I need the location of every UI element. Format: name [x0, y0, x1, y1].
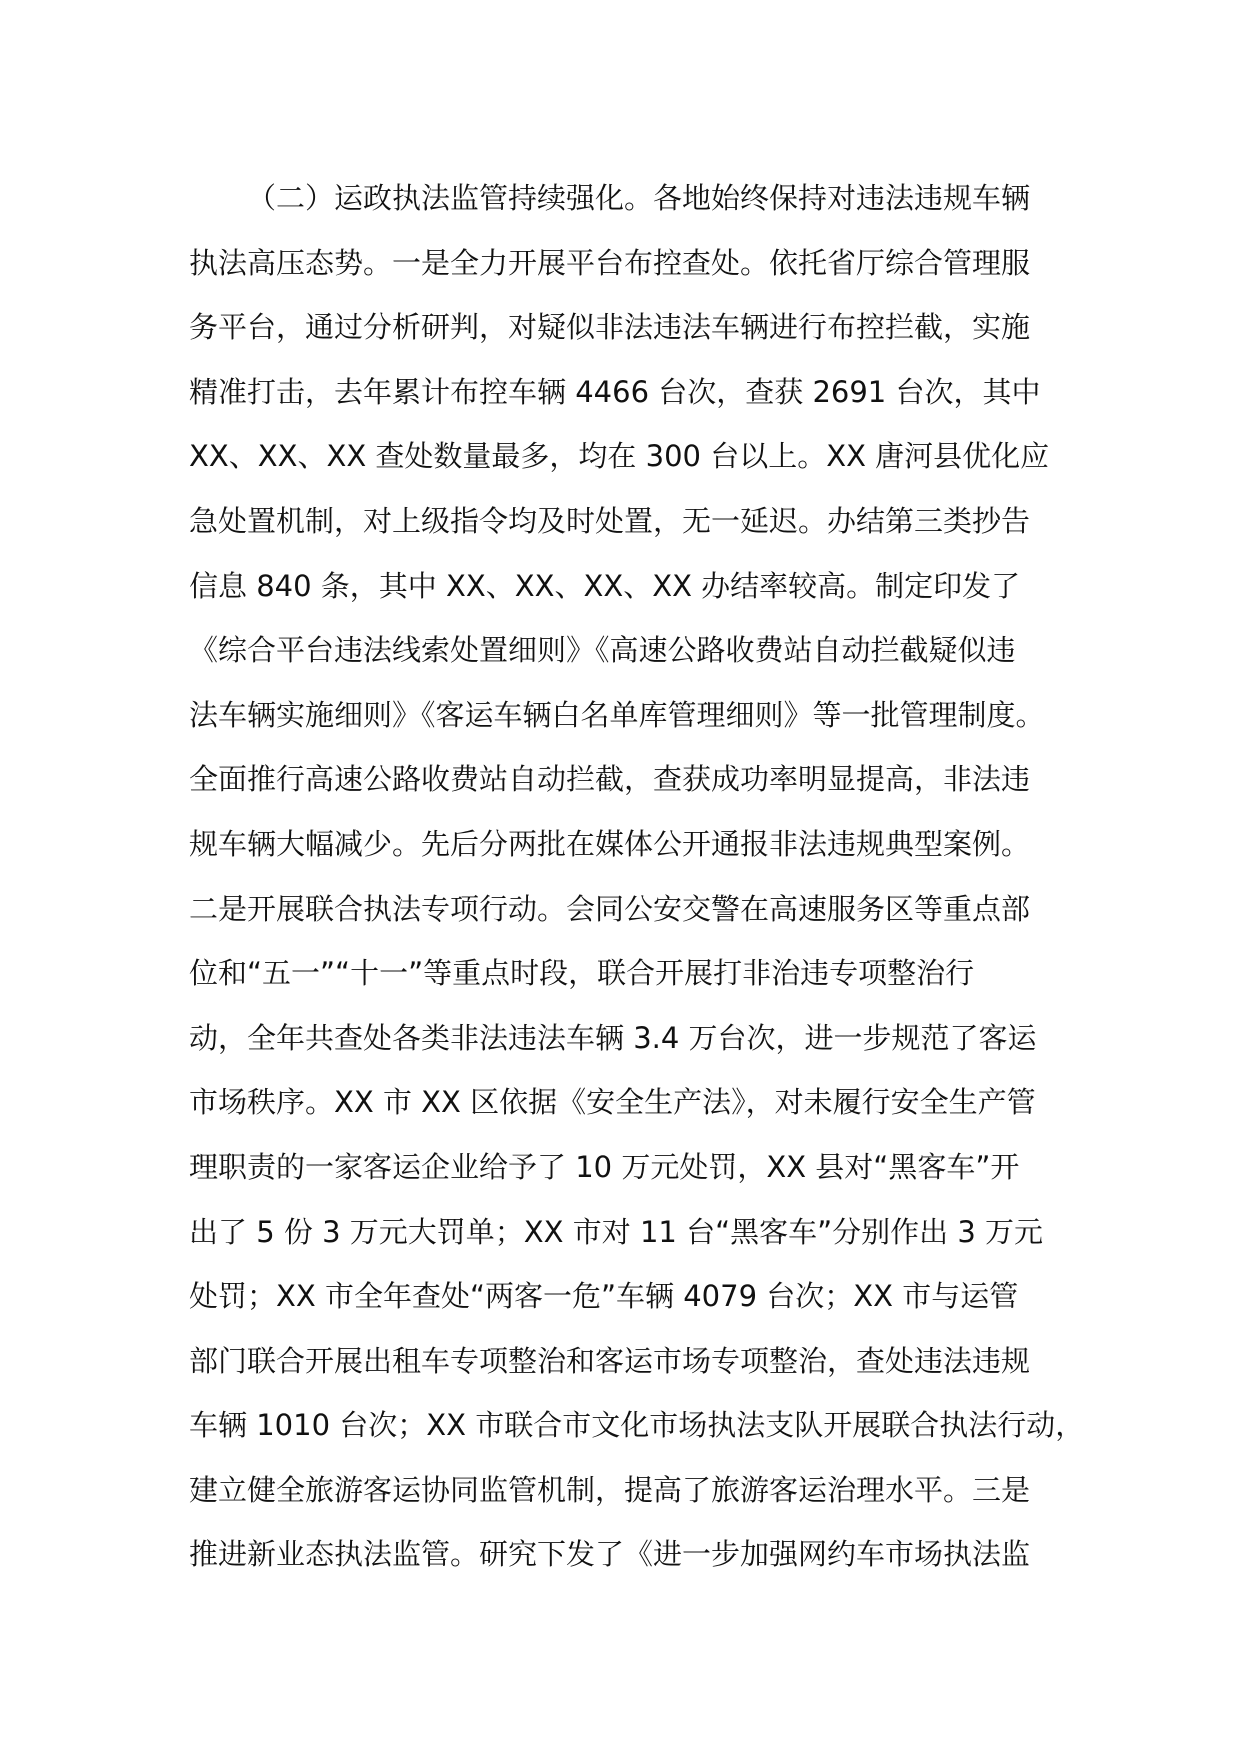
- text-line: 精准打击，去年累计布控车辆 4466 台次，查获 2691 台次，其中: [189, 374, 1041, 409]
- text-line: 处罚；XX 市全年查处“两客一危”车辆 4079 台次；XX 市与运管: [189, 1279, 1019, 1314]
- text-line: 全面推行高速公路收费站自动拦截，查获成功率明显提高，非法违: [189, 762, 1031, 797]
- text-line: 务平台，通过分析研判，对疑似非法违法车辆进行布控拦截，实施: [189, 310, 1031, 345]
- text-line: 《综合平台违法线索处置细则》《高速公路收费站自动拦截疑似违: [189, 633, 1016, 668]
- text-line: 理职责的一家客运企业给予了 10 万元处罚，XX 县对“黑客车”开: [189, 1149, 1020, 1184]
- text-line: 部门联合开展出租车专项整治和客运市场专项整治，查处违法违规: [189, 1343, 1031, 1378]
- text-line: 车辆 1010 台次；XX 市联合市文化市场执法支队开展联合执法行动，: [189, 1408, 1085, 1443]
- text-line: 位和“五一”“十一”等重点时段，联合开展打非治违专项整治行: [189, 956, 975, 991]
- text-line: 法车辆实施细则》《客运车辆白名单库管理细则》等一批管理制度。: [189, 697, 1045, 732]
- text-line: 信息 840 条，其中 XX、XX、XX、XX 办结率较高。制定印发了: [189, 568, 1021, 603]
- text-line: 动，全年共查处各类非法违法车辆 3.4 万台次，进一步规范了客运: [189, 1020, 1037, 1055]
- body-text: [189, 166, 1089, 1587]
- text-line: 急处置机制，对上级指令均及时处置，无一延迟。办结第三类抄告: [189, 503, 1031, 538]
- text-line: 二是开展联合执法专项行动。会同公安交警在高速服务区等重点部: [189, 891, 1031, 926]
- text-line: 市场秩序。XX 市 XX 区依据《安全生产法》，对未履行安全生产管: [189, 1085, 1036, 1120]
- text-line: XX、XX、XX 查处数量最多，均在 300 台以上。XX 唐河县优化应: [189, 439, 1050, 474]
- text-line: 出了 5 份 3 万元大罚单；XX 市对 11 台“黑客车”分别作出 3 万元: [189, 1214, 1043, 1249]
- text-line: 执法高压态势。一是全力开展平台布控查处。依托省厅综合管理服: [189, 245, 1031, 280]
- text-line: 建立健全旅游客运协同监管机制，提高了旅游客运治理水平。三是: [189, 1472, 1031, 1507]
- text-line: （二）运政执法监管持续强化。各地始终保持对违法违规车辆: [247, 181, 1031, 215]
- text-line: 规车辆大幅减少。先后分两批在媒体公开通报非法违规典型案例。: [189, 826, 1031, 861]
- text-line: 推进新业态执法监管。研究下发了《进一步加强网约车市场执法监: [189, 1537, 1031, 1572]
